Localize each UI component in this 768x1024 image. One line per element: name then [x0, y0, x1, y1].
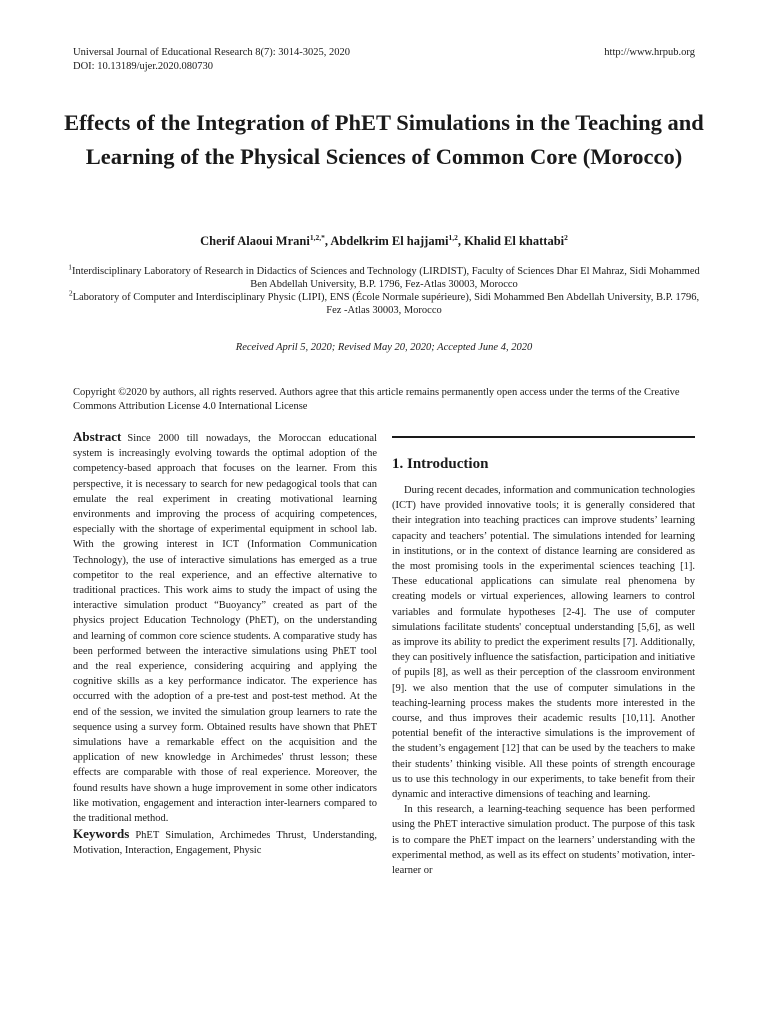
abstract-text: Since 2000 till nowadays, the Moroccan educational system is increasingly evolving towards the optimal adoption of the competency-based approach that focuses on the learner. From this perspective, it is necessary to search for new pedagogical tools that can emulate the real experiment in creating motivational learning environments and improving the process of acquiring competences, especially with the shortage of experimental equipment in school lab. With the growing interest in ICT (Information Communication Technology), the use of interactive simulations has emerged as a true competitor to the real experience, and an effective alternative to traditional practices. This work aims to study the impact of using the interactive simulation product “Buoyancy” created as part of the physics project Education Technology (PhET), on the understanding and learning of common core science students. A comparative study has been performed between the interactive simulations using PhET tool and the real experience, considering acquiring and applying the cognitive skills as a key performance indicator. The experience has occurred with the adoption of a pre-test and post-test method. At the end of the session, we invited the simulation group learners to rate the sequence using a survey form. Obtained results have shown that PhET simulations have a remarkable effect on the acquisition and the application of new knowledge in Archimedes' thrust lesson; these effects are comparable with those of real experience. Moreover, the found results have shown a huge improvement in some other indicators like motivation, engagement and interaction inter-learners compared to the traditional method.: [73, 433, 377, 825]
journal-citation: Universal Journal of Educational Research 8(7): 3014-3025, 2020: [73, 47, 351, 58]
author-affiliation-marker: 1,2: [448, 232, 458, 242]
section-divider: [392, 436, 695, 438]
author-list: Cherif Alaoui Mrani$^{1,2,*}$, Abdelkrim El hajjami$^{1,2}$, Khalid El khattabi$^2$: [200, 232, 568, 248]
affiliation-number: 2: [68, 288, 73, 298]
affiliation-number: 1: [68, 262, 73, 272]
keywords-text: PhET Simulation, Archimedes Thrust, Understanding, Motivation, Interaction, Engagement, Physic: [73, 830, 377, 857]
keywords: [73, 826, 377, 858]
affiliation-item: $^2$Laboratory of Computer and Interdisciplinary Physic (LIPI), ENS (École Normale supérieure), Sidi Mohammed Ben Abdellah University, B.P. 1796, Fez -Atlas 30003, Morocco: [68, 288, 700, 316]
section-heading: 1. Introduction: [392, 456, 489, 472]
author-affiliation-marker: 1,2,*: [309, 232, 325, 242]
abstract: [73, 429, 377, 826]
abstract-label: Abstract: [73, 429, 122, 444]
author-affiliation-marker: 2: [564, 232, 568, 242]
doi: DOI: 10.13189/ujer.2020.080730: [73, 61, 213, 72]
author-name: Cherif Alaoui Mrani: [200, 234, 310, 248]
affiliations: [68, 262, 700, 317]
right-column: [392, 436, 695, 878]
journal-url[interactable]: http://www.hrpub.org: [604, 47, 695, 58]
keywords-label: Keywords: [73, 826, 130, 842]
author-name: Abdelkrim El hajjami: [330, 234, 449, 248]
paper-title: Effects of the Integration of PhET Simulations in the Teaching and Learning of the Physical Sciences of Common Core (Morocco): [64, 110, 704, 169]
submission-dates: Received April 5, 2020; Revised May 20, 2020; Accepted June 4, 2020: [235, 342, 533, 353]
left-column: [73, 429, 377, 859]
body-paragraph: In this research, a learning-teaching sequence has been performed using the PhET interactive simulation product. The purpose of this task is to compare the PhET impact on the learners’ understanding with the experimental method, as well as its effect on students’ motivation, inter-learner or: [392, 804, 695, 877]
running-header: [73, 46, 695, 74]
author-name: Khalid El khattabi: [464, 234, 565, 248]
body-paragraph: During recent decades, information and communication technologies (ICT) have provided innovative tools; it is generally considered that their integration into teaching practices can improve students’ learning capacity and teachers’ potential. The simulations intended for learning in institutions, or in the context of distance learning are considered as the most promising tools in the experimental sciences teaching [1]. These educational applications can simulate real phenomena by creating models or virtual experiences, allowing learners to control variables and formulate hypotheses [2-4]. The use of computer simulations facilitate students' conceptual understanding [5,6], as well as improve its ability to predict the experiment results [7]. Additionally, they can positively influence the satisfaction, participation and initiative of pupils [8], as well as their perception of the classroom environment [9]. we also mention that the use of computer simulations in the teaching-learning process makes the students more interested in the course, and thus improves their academic results [10,11]. Another potential benefit of the interactive simulations is the improvement of the student’s engagement [12] that can be used by the teachers to make their students’ thinking visible. All these points of strength encourage us to use this technology in our experiments, to take benefit from their dynamic and interactive dimensions of teaching and learning.: [392, 485, 695, 801]
copyright-notice: Copyright ©2020 by authors, all rights reserved. Authors agree that this article remains permanently open access under the terms of the Creative Commons Attribution License 4.0 International License: [73, 387, 680, 412]
affiliation-item: $^1$Interdisciplinary Laboratory of Research in Didactics of Sciences and Technology (LIRDIST), Faculty of Sciences Dhar El Mahraz, Sidi Mohammed Ben Abdellah University, B.P. 1796, Fez-Atlas 30003, Morocco: [68, 262, 700, 290]
